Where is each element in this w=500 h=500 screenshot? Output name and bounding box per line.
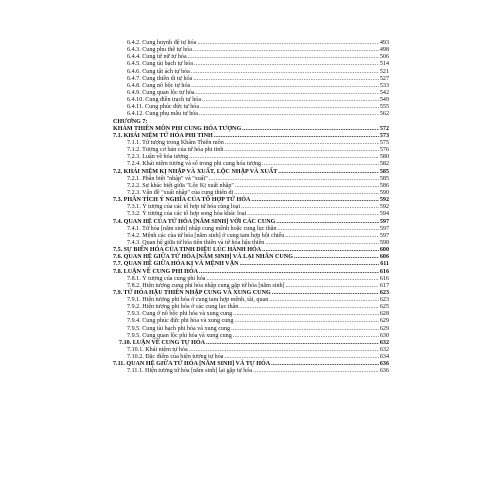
toc-entry-title: 7.4.2. Mệnh các cùa tứ hóa [năm sinh] ở cung tam hợp hội chiếu — [127, 232, 285, 239]
toc-entry-title: 6.4.3. Cung phu thê tự hóa — [127, 47, 192, 54]
toc-dot-leader — [285, 233, 379, 240]
toc-dot-leader — [191, 69, 379, 76]
toc-entry-title: CHƯƠNG 7: — [113, 118, 148, 125]
toc-page-number: 616 — [379, 268, 389, 275]
toc-entry-title: 7.6. QUAN HỆ GIỮA TỨ HÓA [NĂM SINH] VÀ LẠI NHÂN CUNG — [113, 254, 293, 261]
toc-entry — [113, 261, 389, 268]
toc-entry-title: 7.10.2. Đặc điểm của hiện tượng tự hóa — [127, 354, 224, 361]
toc-entry — [113, 69, 389, 76]
chapter-heading — [113, 119, 389, 126]
toc-entry-title: 6.4.10. Cung điền trạch tự hóa — [127, 97, 202, 104]
toc-page-number: 629 — [379, 318, 389, 325]
toc-entry-title: 7.1.1. Tứ tượng trong Khâm Thiên môn — [127, 139, 224, 146]
toc-dot-leader — [188, 54, 379, 61]
toc-entry-title: 7.9.2. Hiện tượng phi hóa ở các cung lục thân — [127, 304, 239, 311]
toc-page-number: 617 — [379, 282, 389, 289]
toc-page-number: 632 — [379, 339, 389, 346]
toc-entry — [113, 111, 389, 118]
toc-entry-title: 7.9.3. Cung ở nô bộc phi hóa và xung cung — [127, 311, 233, 318]
toc-entry — [113, 290, 389, 297]
toc-entry — [113, 183, 389, 190]
toc-page-number: 575 — [379, 139, 389, 146]
toc-dot-leader — [194, 61, 379, 68]
toc-page-number: 542 — [379, 89, 389, 96]
toc-dot-leader — [193, 76, 379, 83]
toc-entry-title: KHÁM THIÊN MÔN PHI CUNG HÓA TƯỢNG — [113, 125, 242, 132]
toc-page-number: 634 — [379, 354, 389, 361]
toc-dot-leader — [193, 47, 379, 54]
toc-entry-title: 7.2.2. Sự khác biệt giữa "Lộc Kị xuất nhập" — [127, 182, 234, 189]
toc-entry-title: 7.9.1. Hiện tượng phi hóa ở cung tam hợp mệnh, tài, quan — [127, 297, 269, 304]
toc-page-number: 632 — [379, 347, 389, 354]
toc-dot-leader — [209, 176, 379, 183]
toc-dot-leader — [269, 297, 379, 304]
toc-dot-leader — [277, 226, 378, 233]
toc-dot-leader — [234, 190, 379, 197]
toc-entry — [113, 47, 389, 54]
toc-dot-leader — [200, 104, 379, 111]
toc-dot-leader — [233, 333, 379, 340]
toc-dot-leader — [206, 340, 379, 347]
toc-page-number: 623 — [379, 289, 389, 296]
toc-entry-title: 6.4.12. Cung phụ mẫu tự hóa — [127, 111, 199, 118]
toc-dot-leader — [233, 311, 379, 318]
toc-entry — [113, 226, 389, 233]
toc-entry-title: 6.4.9. Cung quan lộc tự hóa — [127, 89, 195, 96]
toc-entry-title: 7.8.1. Ý tượng của cung phi hóa — [127, 275, 206, 282]
toc-entry — [113, 169, 389, 176]
toc-entry-title: 7.10. LUẬN VỀ CUNG TỰ HÓA — [119, 339, 206, 346]
toc-dot-leader — [253, 368, 379, 375]
toc-entry-title: 7.2.4. Khái niệm tượng và số trong phi cung hóa tượng — [127, 161, 262, 168]
toc-entry-title: 7.9.5. Cung tài bạch phi hóa và xung cung — [127, 325, 231, 332]
toc-dot-leader — [247, 211, 379, 218]
toc-page-number: 572 — [379, 125, 389, 132]
toc-dot-leader — [251, 197, 378, 204]
toc-list — [113, 40, 389, 376]
toc-dot-leader — [265, 240, 379, 247]
toc-page-number: 597 — [379, 232, 389, 239]
toc-entry — [113, 211, 389, 218]
toc-entry-title: 7.3.1. Ý tượng của các tổ hợp tứ hóa cùng loại — [127, 204, 241, 211]
toc-entry — [113, 133, 389, 140]
toc-entry-title: 7.9.5. Cung quan lộc phi hóa và xung cung — [127, 332, 232, 339]
toc-dot-leader — [231, 326, 379, 333]
toc-page-number: 636 — [379, 361, 389, 368]
toc-dot-leader — [272, 290, 379, 297]
toc-dot-leader — [262, 161, 379, 168]
toc-entry-title: 6.4.4. Cung tử nữ tự hóa — [127, 54, 187, 61]
toc-entry — [113, 333, 389, 340]
toc-page-number: 573 — [379, 132, 389, 139]
toc-dot-leader — [286, 283, 379, 290]
toc-entry — [113, 40, 389, 47]
toc-dot-leader — [224, 147, 378, 154]
toc-dot-leader — [196, 90, 379, 97]
toc-entry-title: 7.10.1. Khái niệm tự hóa — [127, 347, 188, 354]
toc-entry-title: 7.4. QUAN HỆ CỦA TỨ HÓA [NĂM SINH] VỚI CÁC CUNG — [113, 218, 276, 225]
toc-page-number: 582 — [379, 161, 389, 168]
toc-page-number: 628 — [379, 311, 389, 318]
toc-page-number: 606 — [379, 254, 389, 261]
toc-entry — [113, 311, 389, 318]
toc-page-number: 630 — [379, 332, 389, 339]
toc-dot-leader — [239, 304, 379, 311]
toc-dot-leader — [294, 254, 379, 261]
toc-page-number: 586 — [379, 182, 389, 189]
toc-entry — [113, 61, 389, 68]
toc-page-number: 594 — [379, 211, 389, 218]
toc-page-number: 506 — [379, 54, 389, 61]
toc-entry — [113, 126, 389, 133]
toc-entry — [113, 161, 389, 168]
toc-page-number: 597 — [379, 218, 389, 225]
toc-page-number: 600 — [379, 247, 389, 254]
toc-page-number: 590 — [379, 189, 389, 196]
toc-entry-title: 6.4.6. Cung tật ách tự hóa — [127, 68, 190, 75]
toc-dot-leader — [241, 204, 379, 211]
toc-entry-title: 7.8.2. Hiện tượng cung phi hóa nhập cung gặp tứ hóa [năm sinh] — [127, 282, 285, 289]
toc-entry — [113, 140, 389, 147]
toc-page-number: 611 — [380, 261, 389, 268]
toc-page-number: 555 — [379, 104, 389, 111]
toc-entry — [113, 219, 389, 226]
toc-entry-title: 7.7. QUAN HỆ GIỮA HÓA KỊ VÀ MỆNH VẬN — [113, 261, 239, 268]
toc-entry — [113, 233, 389, 240]
toc-entry-title: 7.8. LUẬN VỀ CUNG PHI HÓA — [113, 268, 199, 275]
toc-page-number: 493 — [379, 40, 389, 46]
toc-entry-title: 6.4.11. Cung phúc đức tự hóa — [127, 104, 200, 111]
toc-entry-title: 7.1.2. Tượng cơ bản của tứ hóa phi tinh — [127, 147, 224, 154]
toc-entry-title: 7.5. SỰ BIẾN HÓA CỦA TINH DIỆU LÚC HÀNH HÓA — [113, 247, 262, 254]
toc-page-number: 562 — [379, 111, 389, 118]
toc-dot-leader — [202, 97, 379, 104]
toc-entry — [113, 83, 389, 90]
table-of-contents-page — [113, 40, 389, 480]
toc-entry-title: 7.11.1. Hiện tượng tứ hóa [năm sinh] lại gặp tự hóa — [127, 368, 253, 375]
toc-entry-title: 6.4.5. Cung tài bạch tự hóa — [127, 61, 193, 68]
toc-page-number: 533 — [379, 82, 389, 89]
toc-dot-leader — [214, 133, 379, 140]
toc-dot-leader — [199, 111, 379, 118]
toc-dot-leader — [234, 318, 378, 325]
toc-entry — [113, 240, 389, 247]
toc-page-number: 580 — [379, 154, 389, 161]
toc-dot-leader — [235, 183, 379, 190]
toc-entry — [113, 368, 389, 375]
toc-entry — [113, 269, 389, 276]
toc-entry-title: 7.3.2. Ý tượng của các tổ hợp song hóa khác loại — [127, 211, 247, 218]
toc-entry — [113, 326, 389, 333]
toc-entry-title: 7.9. TỨ HÓA HẬU THIÊN NHẬP CUNG VÀ XUNG CUNG — [113, 289, 271, 296]
toc-entry — [113, 176, 389, 183]
toc-entry-title: 7.2.1. Phân biệt "nhập" và "xuất" — [127, 175, 208, 182]
toc-entry-title: 7.2. KHÁI NIỆM KỊ NHẬP VÀ XUẤT, LỘC NHẬP VÀ XUẤT — [113, 168, 278, 175]
toc-entry-title: 7.1. KHÁI NIỆM TỨ HÓA PHI TINH — [113, 132, 213, 139]
toc-dot-leader — [206, 276, 378, 283]
toc-entry-title: 7.2.3. Luận về hóa tượng — [127, 154, 189, 161]
toc-entry — [113, 276, 389, 283]
toc-entry-title: 7.9.4. Cung phúc đức phi hóa và xung cung — [127, 318, 234, 325]
toc-entry-title: 7.4.3. Quan hệ giữa tứ hóa tiên thiên và tứ hóa hậu thiên — [127, 239, 265, 246]
toc-dot-leader — [276, 219, 378, 226]
toc-dot-leader — [197, 40, 379, 47]
toc-dot-leader — [199, 269, 379, 276]
toc-dot-leader — [225, 140, 379, 147]
toc-page-number: 592 — [379, 197, 389, 204]
toc-page-number: 629 — [379, 325, 389, 332]
toc-page-number: 521 — [379, 68, 389, 75]
toc-entry-title: 7.4.1. Tứ hóa [năm sinh] nhập cung mệnh hoặc cung lục thân — [127, 225, 277, 232]
toc-entry — [113, 97, 389, 104]
toc-entry-title: 6.4.8. Cung nô bộc tự hóa — [127, 82, 191, 89]
toc-entry — [113, 340, 389, 347]
toc-page-number: 585 — [379, 175, 389, 182]
toc-dot-leader — [278, 169, 378, 176]
toc-entry — [113, 361, 389, 368]
toc-page-number: 585 — [379, 168, 389, 175]
toc-page-number: 514 — [379, 61, 389, 68]
toc-entry — [113, 54, 389, 61]
toc-page-number: 498 — [379, 47, 389, 54]
toc-dot-leader — [191, 83, 379, 90]
toc-entry — [113, 304, 389, 311]
toc-dot-leader — [240, 261, 380, 268]
toc-page-number: 576 — [379, 147, 389, 154]
toc-page-number: 616 — [379, 275, 389, 282]
toc-page-number: 598 — [379, 239, 389, 246]
toc-page-number: 625 — [379, 304, 389, 311]
toc-entry-title: 6.4.2. Cung huynh đệ tự hóa — [127, 40, 197, 46]
toc-dot-leader — [242, 126, 379, 133]
toc-page-number: 623 — [379, 297, 389, 304]
toc-page-number: 549 — [379, 97, 389, 104]
toc-page-number: 527 — [379, 75, 389, 82]
toc-entry — [113, 76, 389, 83]
toc-entry-title: 7.11. QUAN HỆ GIỮA TỨ HÓA [NĂM SINH] VÀ TỰ HÓA — [113, 361, 271, 368]
toc-page-number: 636 — [379, 368, 389, 375]
toc-entry-title: 6.4.7. Cung thiên di tự hóa — [127, 75, 193, 82]
toc-entry-title: 7.2.3. Vấn đề "xuất nhập" của cung thiên di — [127, 189, 234, 196]
toc-entry — [113, 297, 389, 304]
toc-entry — [113, 283, 389, 290]
toc-dot-leader — [271, 361, 379, 368]
toc-entry — [113, 318, 389, 325]
toc-page-number: 597 — [379, 225, 389, 232]
toc-page-number: 592 — [379, 204, 389, 211]
toc-entry-title: 7.3. PHÂN TÍCH Ý NGHĨA CỦA TỔ HỢP TỨ HÓA — [113, 197, 251, 204]
